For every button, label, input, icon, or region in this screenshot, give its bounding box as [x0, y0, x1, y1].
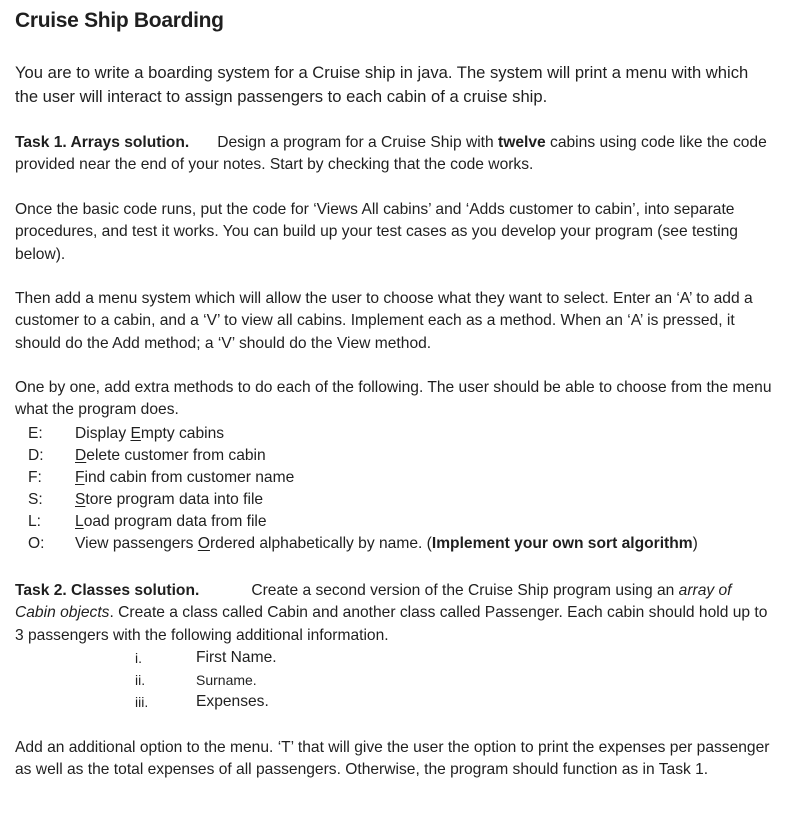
option-key: D:	[28, 447, 44, 464]
option-label: Find cabin from customer name	[75, 469, 295, 486]
task2-text-after: . Create a class called Cabin and another class called Passenger. Each cabin should hold up to 3 passengers with the following additional information.	[15, 604, 768, 644]
field-label: Expenses.	[196, 693, 269, 710]
option-label: Load program data from file	[75, 513, 267, 530]
page-title: Cruise Ship Boarding	[15, 9, 224, 32]
field-number: iii.	[135, 694, 149, 710]
field-number: ii.	[135, 672, 146, 688]
intro-paragraph: You are to write a boarding system for a Cruise ship in java. The system will print a menu with which the user will interact to assign passengers to each cabin of a cruise ship.	[15, 63, 749, 106]
task1-text-before: Design a program for a Cruise Ship with	[217, 134, 499, 151]
task1-text-after: cabins using code like the code provided near the end of your notes. Start by checking that the code works.	[15, 134, 767, 174]
menu-system-paragraph: Then add a menu system which will allow the user to choose what they want to select. Enter an ‘A’ to add a customer to a cabin, and a ‘V’ to view all cabins. Implement each as a method. When an ‘A’ is pressed, it should do the Add method; a ‘V’ should do the View method.	[15, 290, 753, 352]
option-label: View passengers Ordered alphabetically by name. (Implement your own sort algorithm)	[75, 535, 698, 552]
final-option-paragraph: Add an additional option to the menu. ‘T’ that will give the user the option to print the expenses per passenger as well as the total expenses of all passengers. Otherwise, the program should function as in Task 1.	[15, 739, 770, 779]
option-key: S:	[28, 491, 43, 508]
task1-label: Task 1. Arrays solution.	[15, 134, 190, 151]
task2-italic: array of Cabin objects	[15, 582, 732, 622]
option-label: Store program data into file	[75, 491, 264, 508]
option-key: L:	[28, 513, 42, 530]
extra-methods-paragraph: One by one, add extra methods to do each of the following. The user should be able to choose from the menu what the program does.	[15, 379, 772, 419]
option-label: Display Empty cabins	[75, 425, 225, 442]
task1-bold-word: twelve	[498, 134, 546, 151]
field-label: First Name.	[196, 649, 277, 666]
option-key: F:	[28, 469, 42, 486]
separate-procedures-paragraph: Once the basic code runs, put the code for ‘Views All cabins’ and ‘Adds customer to cabin’, into separate procedures, and test it works. You can build up your test cases as you develop your program (see testing below).	[15, 201, 738, 263]
task2-text-before: Create a second version of the Cruise Ship program using an	[251, 582, 679, 599]
task2-label: Task 2. Classes solution.	[15, 582, 200, 599]
option-key: E:	[28, 425, 43, 442]
field-label: Surname.	[196, 672, 257, 688]
option-key: O:	[28, 535, 45, 552]
task2-paragraph	[15, 580, 775, 647]
task1-paragraph	[15, 132, 775, 177]
option-label: Delete customer from cabin	[75, 447, 266, 464]
field-number: i.	[135, 650, 142, 666]
